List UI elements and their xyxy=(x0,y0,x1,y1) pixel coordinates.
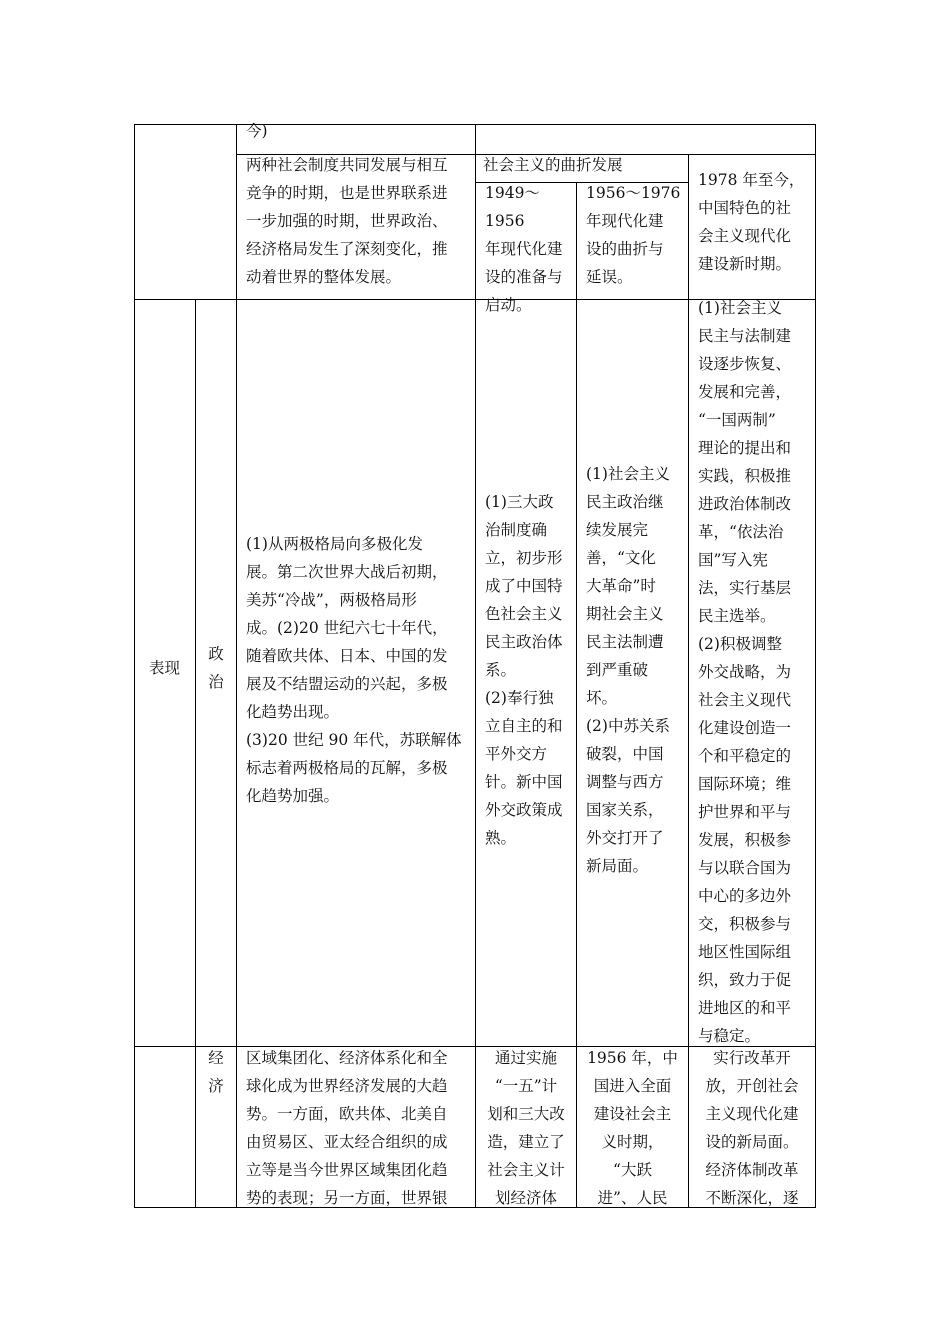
row-category-label: 表现 xyxy=(148,659,180,677)
politics-world-text: (1)从两极格局向多极化发 展。第二次世界大战后初期， 美苏“冷战”，两极格局形 成。(2)20 世纪六七十年代， 随着欧共体、日本、中国的发 展及不结盟运动的兴起，多极 化趋势出现。 (3)20 世纪 90 年代，苏联解体 标志着两极格局的瓦解，多极 化趋势加强。 xyxy=(246,535,462,805)
header-top-fragment: 今) xyxy=(246,122,268,140)
politics-period-3-text: (1)社会主义 民主与法制建 设逐步恢复、 发展和完善， “一国两制” 理论的提出和 实践，积极推 进政治体制改 革，“依法治 国”写入宪 法，实行基层 民主选举。 (2)积极调整 外交战略，为 社会主义现代 化建设创造一 个和平稳定的 国际环境；维 护世界和平与 发展，积极参 与以联合国为 中心的多边外 交，积极参与 地区性国际组 织，致力于促 进地区的和平 与稳定。 xyxy=(698,299,792,1045)
economy-aspect-label: 经 济 xyxy=(208,1049,224,1095)
header-period-1978-now: 1978 年至今， 中国特色的社 会主义现代化 建设新时期。 xyxy=(698,171,805,273)
header-era-description: 两种社会制度共同发展与相互 竞争的时期，也是世界联系进 一步加强的时期，世界政治、 经济格局发生了深刻变化，推 动着世界的整体发展。 xyxy=(246,156,448,286)
economy-period-2-text: 1956 年，中 国进入全面 建设社会主 义时期， “大跃 进”、人民 xyxy=(587,1049,678,1207)
economy-world-text: 区域集团化、经济体系化和全 球化成为世界经济发展的大趋 势。一方面，欧共体、北美自 由贸易区、亚太经合组织的成 立等是当今世界区域集团化趋 势的表现；另一方面，世界银 xyxy=(246,1049,448,1207)
header-period-1956-1976: 1956～1976 年现代化建 设的曲折与 延误。 xyxy=(586,184,681,286)
header-period-1949-1956: 1949～1956 年现代化建 设的准备与 启动。 xyxy=(485,184,563,314)
table-border-top xyxy=(134,124,816,125)
politics-aspect-label: 政 治 xyxy=(208,645,224,691)
politics-period-2-text: (1)社会主义 民主政治继 续发展完 善，“文化 大革命”时 期社会主义 民主法制遭 到严重破 坏。 (2)中苏关系 破裂，中国 调整与西方 国家关系， 外交打开了 新局面。 xyxy=(586,465,670,875)
economy-period-3-text: 实行改革开 放，开创社会 主义现代化建 设的新局面。 经济体制改革 不断深化，逐 xyxy=(705,1049,799,1207)
politics-period-1-text: (1)三大政 治制度确 立，初步形 成了中国特 色社会主义 民主政治体 系。 (2)奉行独 立自主的和 平外交方 针。新中国 外交政策成 熟。 xyxy=(485,493,563,847)
header-china-group-label: 社会主义的曲折发展 xyxy=(483,156,623,174)
economy-period-1-text: 通过实施 “一五”计 划和三大改 造，建立了 社会主义计 划经济体 xyxy=(487,1049,565,1207)
